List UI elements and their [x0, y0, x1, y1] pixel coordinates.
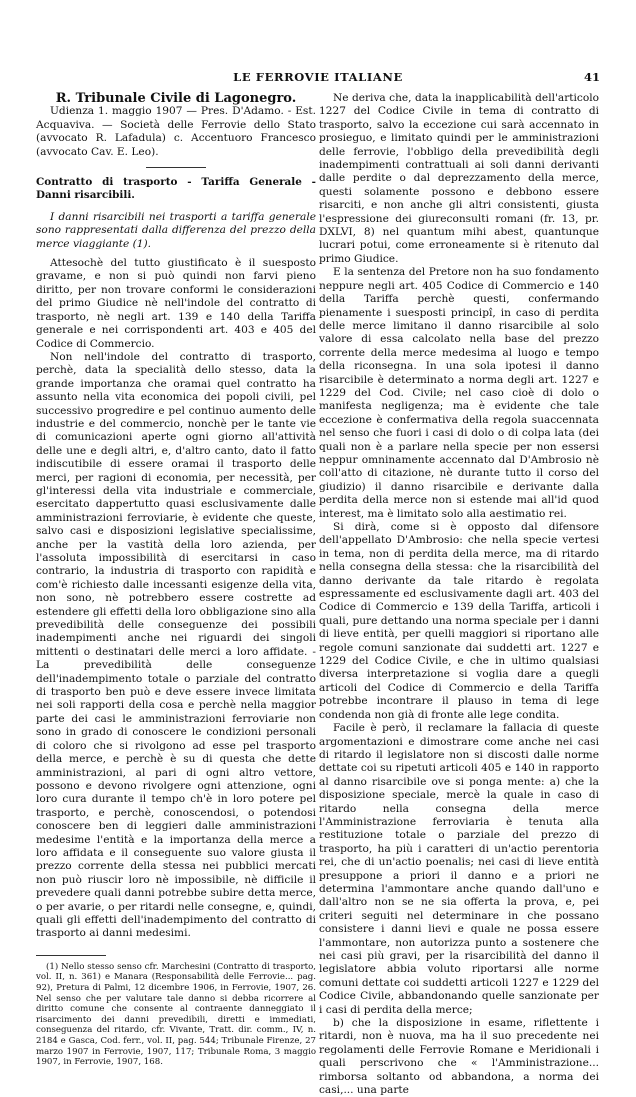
page-header: [0, 70, 636, 86]
footnote-text: (1) Nello stesso senso cfr. Marchesini (Contratto di trasporto, vol. II, n. 361) e Manara (Responsabilità delle Ferrovie... pag. 92), Pretura di Palmi, 12 dicembre 1906, in Ferrovie, 1907, 26. Nel senso che per valutare tale danno si debba ricorrere al diritto comune che consente al contraente danneggiato il risarcimento dei danni prevedibili, diretti e immediati, conseguenza del ritardo, cfr. Vivante, Tratt. dir. comm., IV, n. 2184 e Gasca, Cod. ferr., vol. II, pag. 544; Tribunale Firenze, 27 marzo 1907 in Ferrovie, 1907, 117; Tribunale Roma, 3 maggio 1907, in Ferrovie, 1907, 168.: [36, 961, 316, 1068]
case-maxim: I danni risarcibili nei trasporti a tariffa generale sono rappresentati dalla differenza del prezzo della merce viaggiante (1).: [36, 210, 316, 250]
footnote-rule: [36, 955, 106, 956]
divider: [146, 167, 206, 168]
body-paragraph: Si dirà, come si è opposto dal difensore dell'appellato D'Ambrosio: che nella specie vertesi in tema, non di perdita della merce, ma di ritardo nella consegna della stessa: che la risarcibilità del danno derivante da tale ritardo è regolata espressamente ed esclusivamente dagli art. 403 del Codice di Commercio e 139 della Tariffa, articoli i quali, pure dettando una norma speciale per i danni di lieve entità, per quelli maggiori si riportano alle regole comuni sanzionate dai suddetti art. 1227 e 1229 del Codice Civile, e che in ultimo qualsiasi diversa interpretazione si voglia dare a quegli articoli del Codice di Commercio e della Tariffa potrebbe incontrare il plauso in tema di lege condenda non già di fronte alle lege condita.: [319, 521, 599, 721]
body-paragraph: E la sentenza del Pretore non ha suo fondamento neppure negli art. 405 Codice di Commercio e 140 della Tariffa perchè questi, confermando pienamente i suesposti principî, in caso di perdita delle merce limitano il danno risarcibile al solo valore di essa calcolato nella base del prezzo corrente della merce medesima al luogo e tempo della riconsegna. In una sola ipotesi il danno risarcibile è determinato a norma degli art. 1227 e 1229 del Cod. Civile; nel caso cioè di dolo o manifesta negligenza; ma è evidente che tale eccezione è confermativa della regola suaccennata nel senso che fuori i casi di dolo o di colpa lata (dei quali non è a parlare nella specie per non essersi neppur omninamente accennato dal D'Ambrosio nè coll'atto di citazione, nè durante tutto il corso del giudizio) il danno risarcibile e derivante dalla perdita della merce non si estende mai all'id quod interest, ma è limitato solo alla aestimatio rei.: [319, 266, 599, 520]
body-paragraph: Attesochè del tutto giustificato è il suesposto gravame, e non si può quindi non farvi pieno diritto, per non trovare conformi le considerazioni del primo Giudice nè nell'indole del contratto di trasporto, nè negli art. 139 e 140 della Tariffa generale e nei corrispondenti art. 403 e 405 del Codice di Commercio.: [36, 257, 316, 350]
footnote: [36, 962, 316, 1068]
body-paragraph: Ne deriva che, data la inapplicabilità dell'articolo 1227 del Codice Civile in tema di contratto di trasporto, salvo la eccezione cui sarà accennato in prosieguo, e limitato quindi per le amministrazioni delle ferrovie, l'obbligo della prevedibilità degli inadempimenti contrattuali ai soli danni derivanti dalle perdite o dal deprezzamento della merce, questi solamente possono e debbono essere risarciti, e non anche gli altri consistenti, giusta l'espressione dei giureconsulti romani (fr. 13, pr. DXLVI, 8) nel quantum mihi abest, quantunque lucrari potui, come erroneamente si è ritenuto dal primo Giudice.: [319, 92, 599, 265]
case-subject: Contratto di trasporto - Tariffa Generale - Danni risarcibili.: [36, 176, 316, 202]
body-paragraph: b) che la disposizione in esame, riflettente i ritardi, non è nuova, ma ha il suo precedente nei regolamenti delle Ferrovie Romane e Meridionali i quali perscrivono che « l'Amministrazione... rimborsa soltanto od abbandona, a norma dei casi,... una parte: [319, 1017, 599, 1097]
court-heading: R. Tribunale Civile di Lagonegro.: [55, 91, 297, 106]
page-number: 41: [583, 70, 600, 84]
hearing-line: Udienza 1. maggio 1907 — Pres. D'Adamo. - Est. Acquaviva. — Società delle Ferrovie dello Stato (avvocato R. Lafadula) c. Accentuoro Francesco (avvocato Cav. E. Leo).: [36, 105, 316, 158]
body-paragraph: Non nell'indole del contratto di trasporto, perchè, data la specialità dello stesso, data la grande importanza che oramai quel contratto ha assunto nella vita economica dei popoli civili, pel successivo progredire e pel continuo aumento delle industrie e del commercio, nonchè per le tante vie di comunicazioni aperte ogni giorno all'attività delle une e degli altri, e, d'altro canto, dato il fatto indiscutibile di essere oramai il trasporto delle merci, per ragioni di economia, per necessità, per gl'interessi della vita industriale e commerciale, esercitato dappertutto quasi esclusivamente dalle amministrazioni ferroviarie, è evidente che queste, salvo casi e disposizioni legislative specialissime, anche per la vastità della loro azienda, per l'assoluta impossibilità di esercitarsi in caso contrario, la industria di trasporto con rapidità e com'è richiesto dalle incessanti esigenze della vita, non sono, nè potrebbero essere costrette ad estendere gli effetti della loro obbligazione sino alla prevedibilità delle conseguenze dei possibili inadempimenti anche nei riguardi dei singoli mittenti o destinatari delle merci a loro affidate. - La prevedibilità delle conseguenze dell'inadempimento totale o parziale del contratto di trasporto ben può e deve essere invece limitata nei soli rapporti della cosa e perchè nella maggior parte dei casi le amministrazioni ferroviarie non sono in grado di conoscere le condizioni personali di coloro che si rivolgono ad esse pel trasporto della merce, e perchè è su di questa che dette amministrazioni, al pari di ogni altro vettore, possono e devono rivolgere ogni attenzione, ogni loro cura durante il tempo ch'è in loro potere pel trasporto, e perchè, conoscendosi, o potendosi conoscere ben di leggieri dalle amministrazioni medesime l'entità e la importanza della merce a loro affidata e il conseguente suo valore giusta il prezzo corrente della stessa nei pubblici mercati non può riuscir loro nè impossibile, nè difficile il prevedere quali danni potrebbe subire detta merce, o per avarie, o per ritardi nelle consegne, e, quindi, quali gli effetti dell'inadempimento del contratto di trasporto ai danni medesimi.: [36, 350, 316, 940]
body-paragraph: Facile è però, il reclamare la fallacia di queste argomentazioni e dimostrare come anche nei casi di ritardo il legislatore non si discosti dalle norme dettate coi su ripetuti articoli 405 e 140 in rapporto al danno risarcibile ove si ponga mente: a) che la disposizione speciale, mercè la quale in caso di ritardo nella consegna della merce l'Amministrazione ferroviaria è tenuta alla restituzione totale o parziale del prezzo di trasporto, ha più i caratteri di un'actio perentoria rei, che di un'actio poenalis; nei casi di lieve entità presuppone a priori il danno e a priori ne determina l'ammontare anche quando dall'uno e dall'altro non se ne sia offerta la prova, e, pei criteri seguiti nel determinare in che possano consistere i danni lievi e quale ne possa essere l'ammontare, non autorizza punto a sostenere che nei casi più gravi, per la risarcibilità del danno il legislatore abbia voluto riportarsi alle norme comuni dettate coi suddetti articoli 1227 e 1229 del Codice Civile, abbandonando quelle sanzionate per i casi di perdita della merce;: [319, 722, 599, 1016]
right-column: [319, 92, 599, 1097]
running-title: LE FERROVIE ITALIANE: [233, 70, 403, 84]
left-column: [36, 92, 316, 1068]
